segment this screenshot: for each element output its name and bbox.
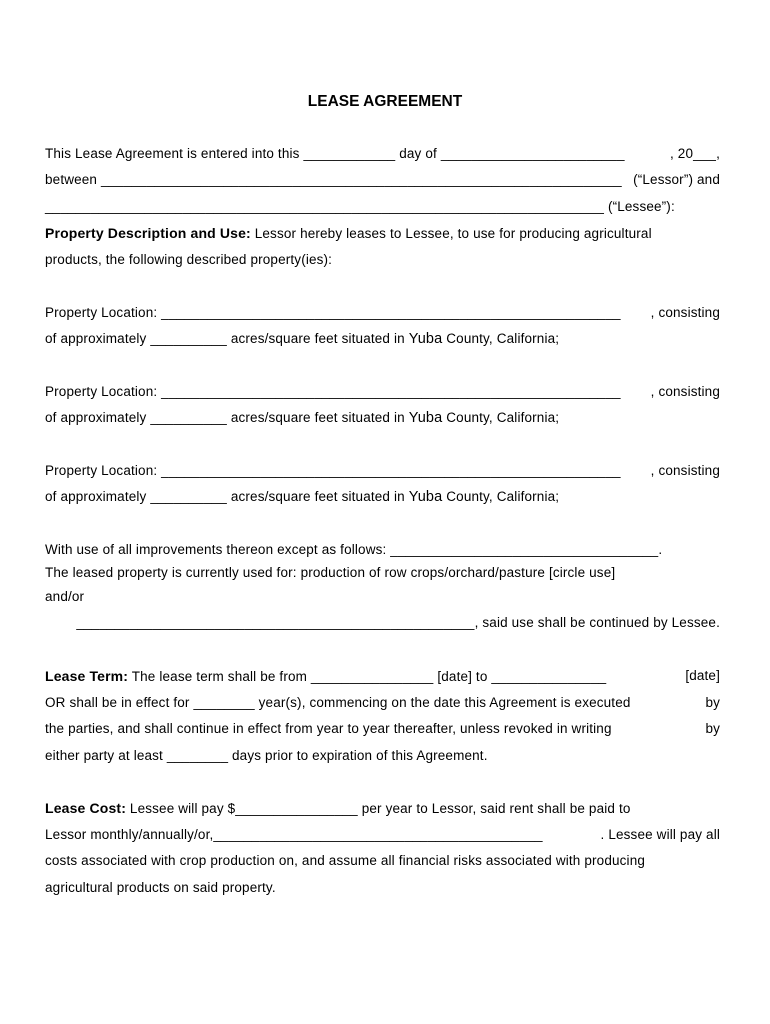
lease-term-line-1 <box>45 667 720 686</box>
property-location-3 <box>45 462 720 480</box>
property-acres-3 <box>45 488 720 506</box>
lease-cost-line-3: costs associated with crop production on, and assume all financial risks associated with producing <box>45 853 646 868</box>
property-county-2: Yuba <box>408 410 443 426</box>
property-location-3-label: Property Location: ____________________________________________________________ <box>45 463 621 478</box>
property-acres-1-text: of approximately __________ acres/square feet situated in <box>45 331 409 346</box>
intro-lessor-label: (“Lessor”) and <box>633 172 720 187</box>
intro-line-1-year: , 20___, <box>670 146 720 161</box>
lease-term-line-2 <box>45 694 720 712</box>
property-location-1-label: Property Location: ____________________________________________________________ <box>45 305 621 320</box>
intro-line-2 <box>45 171 720 189</box>
property-acres-1-suffix: County, California; <box>442 331 560 346</box>
lease-cost-line-1 <box>45 799 720 818</box>
property-location-3-consisting: , consisting <box>650 463 720 478</box>
property-acres-2-text: of approximately __________ acres/square feet situated in <box>45 410 409 425</box>
lease-term-line-2-text: OR shall be in effect for ________ year(s), commencing on the date this Agreement is executed <box>45 695 631 710</box>
lease-term-line-3-end: by <box>705 721 720 736</box>
lease-term-line-2-end: by <box>705 695 720 710</box>
property-location-2-label: Property Location: ____________________________________________________________ <box>45 384 621 399</box>
lease-term-date-label: [date] <box>685 668 720 683</box>
improvements-line-3: and/or <box>45 589 85 604</box>
property-county-3: Yuba <box>408 489 443 505</box>
property-description-heading: Property Description and Use: <box>45 225 251 241</box>
property-acres-2 <box>45 409 720 427</box>
property-location-2 <box>45 383 720 401</box>
lease-cost-line-2 <box>45 826 720 844</box>
lease-cost-line-2-end: . Lessee will pay all <box>600 827 720 842</box>
lease-term-text-1: The lease term shall be from ________________ [date] to _______________ <box>128 669 607 684</box>
property-county-1: Yuba <box>408 331 443 347</box>
improvements-line-1: With use of all improvements thereon except as follows: ___________________________________. <box>45 542 663 557</box>
lease-cost-line-4: agricultural products on said property. <box>45 880 276 895</box>
improvements-line-2: The leased property is currently used for: production of row crops/orchard/pasture [circle use] <box>45 565 616 580</box>
lease-term-heading: Lease Term: <box>45 668 129 684</box>
property-location-1 <box>45 304 720 322</box>
property-description-line-2: products, the following described property(ies): <box>45 252 333 267</box>
lease-term-line-4: either party at least ________ days prior to expiration of this Agreement. <box>45 748 488 763</box>
lease-term-line-3-text: the parties, and shall continue in effect from year to year thereafter, unless revoked in writing <box>45 721 612 736</box>
intro-line-1 <box>45 145 720 163</box>
lease-cost-text-1: Lessee will pay $________________ per year to Lessor, said rent shall be paid to <box>126 801 631 816</box>
lease-term-line-1-text <box>45 667 606 686</box>
property-location-1-consisting: , consisting <box>650 305 720 320</box>
property-description-text-1: Lessor hereby leases to Lessee, to use for producing agricultural <box>250 226 652 241</box>
lease-cost-heading: Lease Cost: <box>45 800 127 816</box>
property-location-2-consisting: , consisting <box>650 384 720 399</box>
intro-line-2-text: between ____________________________________________________________________ <box>45 172 622 187</box>
property-acres-2-suffix: County, California; <box>442 410 560 425</box>
property-acres-3-text: of approximately __________ acres/square feet situated in <box>45 489 409 504</box>
intro-line-3: _________________________________________________________________________ (“Lessee”): <box>45 199 675 214</box>
improvements-line-4: ____________________________________________________, said use shall be continued by Lessee. <box>76 615 720 630</box>
property-description-line-1 <box>45 224 720 243</box>
property-acres-3-suffix: County, California; <box>442 489 560 504</box>
lease-cost-line-2-text: Lessor monthly/annually/or,___________________________________________ <box>45 827 543 842</box>
property-acres-1 <box>45 330 720 348</box>
intro-line-1-text: This Lease Agreement is entered into this ____________ day of ________________________ <box>45 146 625 161</box>
lease-term-line-3 <box>45 720 720 738</box>
document-title: LEASE AGREEMENT <box>307 93 463 110</box>
